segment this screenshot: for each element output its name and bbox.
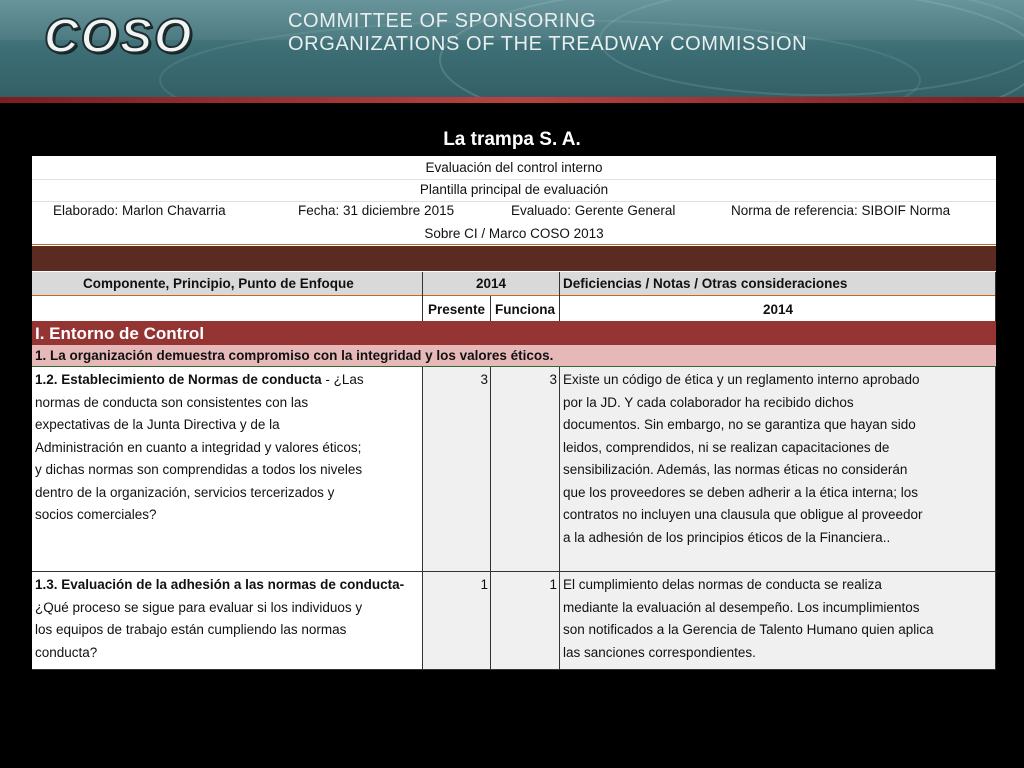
coso-banner [0, 0, 1024, 103]
section-row [32, 321, 996, 345]
row-2-question-line: conducta? [35, 644, 98, 660]
row-1-question-line: dentro de la organización, servicios tercerizados y [35, 484, 335, 500]
row-divider [32, 179, 996, 180]
norma-field-line-1: Norma de referencia: SIBOIF Norma [731, 203, 951, 218]
meta-row [32, 203, 996, 223]
grid-line [559, 272, 560, 321]
header-presente: Presente [427, 302, 486, 317]
sheet-subtitle-evaluation: Evaluación del control interno [425, 160, 603, 175]
grid-line [559, 367, 560, 670]
header-deficiencias: Deficiencias / Notas / Otras consideraciones [563, 276, 848, 291]
principle-title: 1. La organización demuestra compromiso con la integridad y los valores éticos. [35, 348, 554, 363]
row-2-notes-line: El cumplimiento delas normas de conducta se realiza [563, 577, 882, 592]
row-2-notes-line: mediante la evaluación al desempeño. Los incumplimientos [563, 599, 920, 615]
principle-row [32, 345, 996, 366]
grid-line [32, 669, 996, 670]
row-divider [32, 201, 996, 202]
sheet-subtitle-template: Plantilla principal de evaluación [419, 182, 609, 197]
grid-line [490, 367, 491, 670]
row-1-question-line: socios comerciales? [35, 507, 157, 522]
org-name-line-2: ORGANIZATIONS OF THE TREADWAY COMMISSION [288, 33, 808, 55]
table-header-row [32, 272, 996, 295]
row-2-title: 1.3. Evaluación de la adhesión a las normas de conducta- [35, 577, 405, 592]
orange-separator [32, 244, 996, 245]
grid-line [995, 367, 996, 670]
grid-line [995, 272, 996, 321]
grid-line [422, 272, 423, 321]
section-title: I. Entorno de Control [35, 324, 205, 343]
row-2-presente: 1 [480, 577, 488, 592]
row-1-presente: 3 [480, 372, 488, 387]
row-1-notes-line: sensibilización. Además, las normas éticas no considerán [563, 462, 908, 477]
coso-logo [44, 10, 262, 63]
elaborado-field: Elaborado: Marlon Chavarria [53, 203, 226, 218]
grid-line [490, 296, 491, 321]
row-2-question-line: ¿Qué proceso se sigue para evaluar si los individuos y [35, 599, 363, 615]
header-year: 2014 [475, 276, 507, 291]
table-row-2-question [35, 574, 421, 664]
header-funciona: Funciona [495, 302, 555, 317]
row-1-question-line: expectativas de la Junta Directiva y de la [35, 417, 280, 432]
orange-separator [32, 295, 996, 296]
row-2-funciona: 1 [549, 577, 557, 592]
table-row-1-question [35, 369, 421, 527]
row-1-notes-line: Existe un código de ética y un reglamento interno aprobado [563, 372, 920, 387]
row-1-question-line: Administración en cuanto a integridad y valores éticos; [35, 439, 362, 455]
banner-red-stripe [0, 97, 1024, 103]
fecha-field: Fecha: 31 diciembre 2015 [298, 203, 455, 218]
row-1-notes-line: que los proveedores se deben adherir a la ética interna; los [563, 484, 918, 500]
brown-band [32, 246, 996, 271]
grid-line [422, 367, 423, 670]
row-1-notes-line: a la adhesión de los principios éticos de la Financiera.. [563, 529, 891, 545]
header-componente: Componente, Principio, Punto de Enfoque [83, 276, 354, 291]
grid-line [32, 571, 996, 572]
header-year-notes: 2014 [762, 302, 794, 317]
evaluation-sheet [32, 156, 996, 670]
row-1-notes-line: leidos, comprendidos, ni se realizan capacitaciones de [563, 439, 890, 455]
row-1-notes-line: por la JD. Y cada colaborador ha recibido dichos [563, 394, 854, 410]
row-1-notes [563, 369, 995, 549]
row-1-question-line: - ¿Las [321, 372, 364, 387]
norma-field-line-2: Sobre CI / Marco COSO 2013 [424, 226, 604, 241]
row-1-notes-line: contratos no incluyen una clausula que obligue al proveedor [563, 507, 923, 522]
row-2-question-line: los equipos de trabajo están cumpliendo las normas [35, 622, 347, 637]
row-2-notes-line: son notificados a la Gerencia de Talento Humano quien aplica [563, 622, 934, 637]
org-name-line-1: COMMITTEE OF SPONSORING [288, 10, 597, 32]
row-1-question-line: y dichas normas son comprendidas a todos los niveles [35, 462, 363, 477]
row-1-notes-line: documentos. Sin embargo, no se garantiza que hayan sido [563, 417, 916, 432]
row-1-question-line: normas de conducta son consistentes con las [35, 394, 309, 410]
row-2-notes-line: las sanciones correspondientes. [563, 644, 756, 660]
evaluado-field: Evaluado: Gerente General [511, 203, 676, 218]
row-2-notes [563, 574, 995, 664]
row-1-title: 1.2. Establecimiento de Normas de conducta [35, 372, 322, 387]
coso-logo-text: COSO [44, 10, 194, 63]
document-title: La trampa S. A. [443, 129, 581, 150]
row-1-funciona: 3 [549, 372, 557, 387]
